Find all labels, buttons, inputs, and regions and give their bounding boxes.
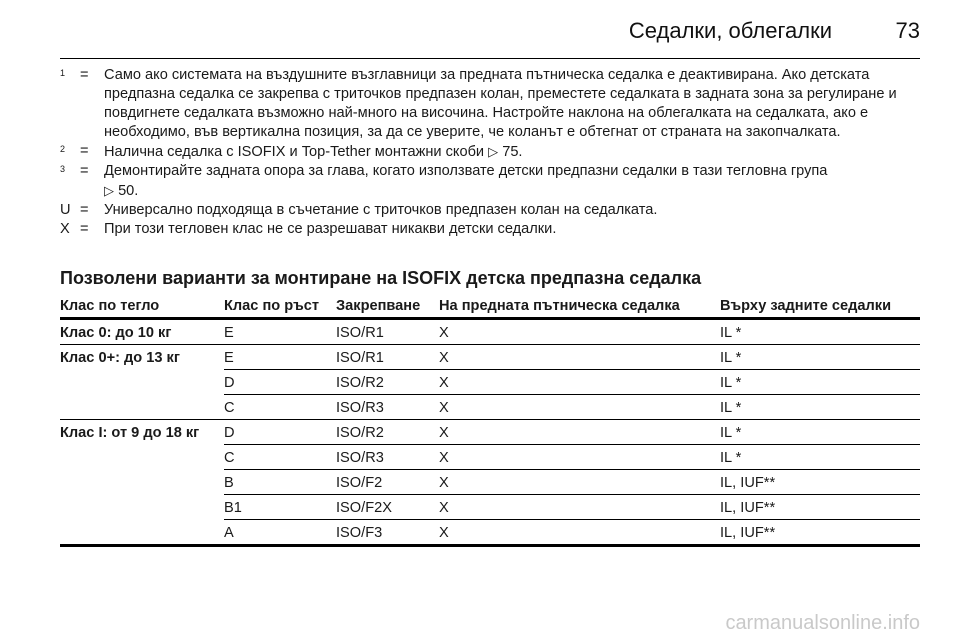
front-seat-cell: X xyxy=(439,520,720,546)
footnote-key: 1 xyxy=(60,68,66,78)
table-row xyxy=(60,470,920,495)
equals-sign: = xyxy=(80,67,89,83)
size-class-cell: D xyxy=(224,370,336,395)
rear-seat-cell: IL, IUF** xyxy=(720,520,920,546)
weight-class-cell xyxy=(60,470,224,495)
arrow-right-icon: ▷ xyxy=(104,183,114,198)
footnote-2 xyxy=(60,142,920,162)
table-row xyxy=(60,520,920,546)
size-class-cell: D xyxy=(224,420,336,445)
table-row xyxy=(60,345,920,370)
rear-seat-cell: IL, IUF** xyxy=(720,470,920,495)
page-number: 73 xyxy=(895,18,920,43)
weight-class-cell xyxy=(60,520,224,546)
column-header: Клас по ръст xyxy=(224,296,336,319)
watermark: carmanualsonline.info xyxy=(725,612,920,634)
header-divider xyxy=(60,58,920,59)
page-title: Седалки, облегалки xyxy=(628,18,832,43)
fixture-cell: ISO/F2 xyxy=(336,470,439,495)
size-class-cell: E xyxy=(224,345,336,370)
footnote-x xyxy=(60,220,920,239)
footnote-u xyxy=(60,201,920,220)
rear-seat-cell: IL * xyxy=(720,445,920,470)
rear-seat-cell: IL * xyxy=(720,319,920,345)
front-seat-cell: X xyxy=(439,420,720,445)
table-row xyxy=(60,420,920,445)
weight-class-cell xyxy=(60,445,224,470)
footnote-text: Демонтирайте задната опора за глава, когато използвате детски предпазни седалки в тази тегловна група xyxy=(104,163,828,179)
rear-seat-cell: IL * xyxy=(720,395,920,420)
size-class-cell: A xyxy=(224,520,336,546)
weight-class-cell xyxy=(60,370,224,395)
weight-class-cell: Клас I: от 9 до 18 кг xyxy=(60,425,200,441)
column-header: Клас по тегло xyxy=(60,296,224,319)
footnote-key: 3 xyxy=(60,164,66,174)
table-header-row xyxy=(60,296,920,319)
equals-sign: = xyxy=(80,202,89,218)
fixture-cell: ISO/R1 xyxy=(336,319,439,345)
fixture-cell: ISO/R3 xyxy=(336,445,439,470)
front-seat-cell: X xyxy=(439,495,720,520)
weight-class-cell xyxy=(60,395,224,420)
front-seat-cell: X xyxy=(439,370,720,395)
section-title: Позволени варианти за монтиране на ISOFIX детска предпазна седалка xyxy=(60,268,702,288)
footnote-1 xyxy=(60,66,920,142)
arrow-right-icon: ▷ xyxy=(488,144,499,159)
rear-seat-cell: IL, IUF** xyxy=(720,495,920,520)
weight-class-cell xyxy=(60,495,224,520)
front-seat-cell: X xyxy=(439,319,720,345)
weight-class-cell: Клас 0: до 10 кг xyxy=(60,319,224,345)
equals-sign: = xyxy=(80,221,89,237)
weight-class-cell: Клас 0+: до 13 кг xyxy=(60,350,180,366)
size-class-cell: B xyxy=(224,470,336,495)
size-class-cell: E xyxy=(224,319,336,345)
front-seat-cell: X xyxy=(439,395,720,420)
fixture-cell: ISO/F3 xyxy=(336,520,439,546)
table-row xyxy=(60,319,920,345)
footnote-key: U xyxy=(60,202,71,218)
front-seat-cell: X xyxy=(439,345,720,370)
fixture-cell: ISO/R2 xyxy=(336,420,439,445)
size-class-cell: B1 xyxy=(224,495,336,520)
footnote-text: Налична седалка с ISOFIX и Top-Tether монтажни скоби xyxy=(104,144,485,160)
footnotes xyxy=(60,66,920,239)
rear-seat-cell: IL * xyxy=(720,420,920,445)
fixture-cell: ISO/R3 xyxy=(336,395,439,420)
front-seat-cell: X xyxy=(439,445,720,470)
rear-seat-cell: IL * xyxy=(720,345,920,370)
rear-seat-cell: IL * xyxy=(720,370,920,395)
page-reference[interactable]: 50. xyxy=(118,183,139,199)
footnote-text: Само ако системата на въздушните възглавници за предната пътническа седалка е деактивирана. Ако детската предпазна седалка се закрепва с триточков предпазен колан, преместете седалката в задната зона за регулиране и повдигнете седалката възможно най-много на височина. Настройте наклона на облегалката на седалката, ако е необходимо, във вертикална позиция, за да се уверите, че коланът е обтегнат от страната на закопчалката. xyxy=(104,67,897,140)
size-class-cell: C xyxy=(224,395,336,420)
table-body xyxy=(60,319,920,546)
fixture-cell: ISO/R2 xyxy=(336,370,439,395)
footnote-key: X xyxy=(60,221,70,237)
table-row xyxy=(60,395,920,420)
page-reference[interactable]: 75. xyxy=(502,144,523,160)
isofix-table xyxy=(60,296,920,547)
page-header xyxy=(60,14,920,50)
footnote-key: 2 xyxy=(60,144,66,154)
equals-sign: = xyxy=(80,143,89,159)
table-row xyxy=(60,370,920,395)
equals-sign: = xyxy=(80,163,89,179)
table-row xyxy=(60,495,920,520)
fixture-cell: ISO/F2X xyxy=(336,495,439,520)
size-class-cell: C xyxy=(224,445,336,470)
fixture-cell: ISO/R1 xyxy=(336,345,439,370)
column-header: На предната пътническа седалка xyxy=(439,296,720,319)
table-row xyxy=(60,445,920,470)
column-header: Закрепване xyxy=(336,296,439,319)
column-header: Върху задните седалки xyxy=(720,296,920,319)
front-seat-cell: X xyxy=(439,470,720,495)
footnote-3 xyxy=(60,162,920,201)
footnote-text: Универсално подходяща в съчетание с триточков предпазен колан на седалката. xyxy=(104,202,658,218)
footnote-text: При този тегловен клас не се разрешават никакви детски седалки. xyxy=(104,221,557,237)
